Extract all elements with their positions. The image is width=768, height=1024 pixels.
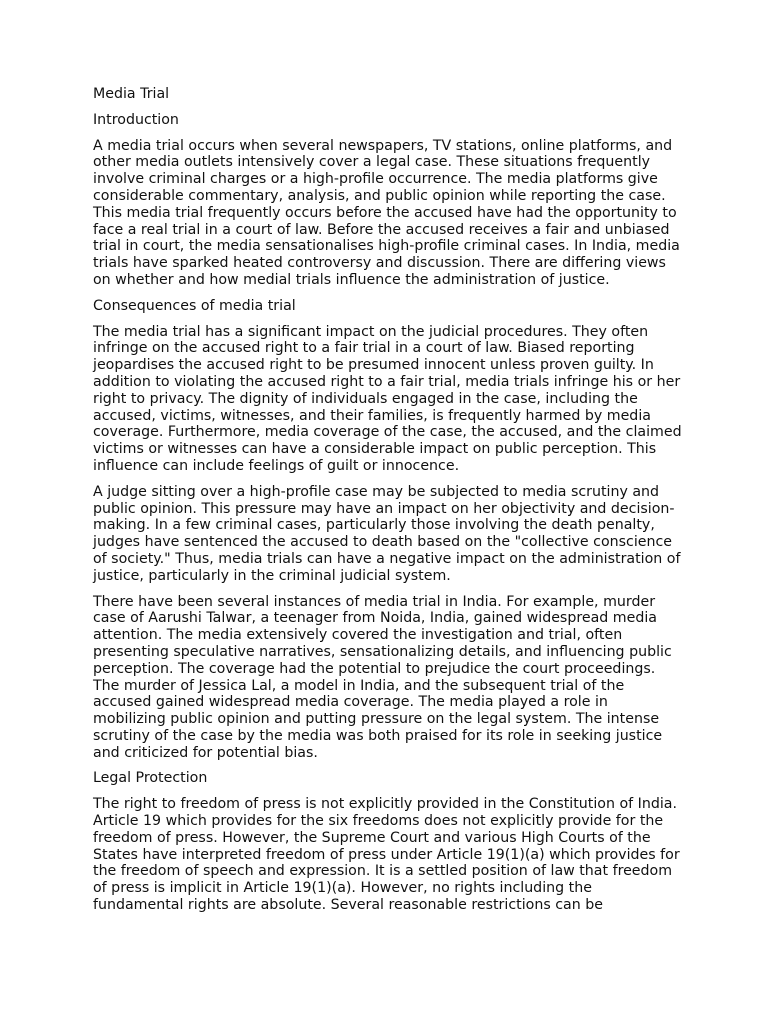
document-title: Media Trial: [93, 86, 170, 102]
paragraph: There have been several instances of media trial in India. For example, murder case of Aarushi Talwar, a teenager from Noida, India, gained widespread media attention. The media extensively covered the investigation and trial, often presenting speculative narratives, sensationalizing details, and influencing public perception. The coverage had the potential to prejudice the court proceedings. The murder of Jessica Lal, a model in India, and the subsequent trial of the accused gained widespread media coverage. The media played a role in mobilizing public opinion and putting pressure on the legal system. The intense scrutiny of the case by the media was both praised for its role in seeking justice and criticized for potential bias.: [93, 593, 672, 761]
paragraph: The right to freedom of press is not explicitly provided in the Constitution of India. Article 19 which provides for the six freedoms does not explicitly provide for the freedom of press. However, the Supreme Court and various High Courts of the States have interpreted freedom of press under Article 19(1)(a) which provides for the freedom of speech and expression. It is a settled position of law that freedom of press is implicit in Article 19(1)(a). However, no rights including the fundamental rights are absolute. Several reasonable restrictions can be: [93, 796, 680, 914]
paragraph: A judge sitting over a high-profile case may be subjected to media scrutiny and public opinion. This pressure may have an impact on her objectivity and decision-making. In a few criminal cases, particularly those involving the death penalty, judges have sentenced the accused to death based on the "collective conscience of society." Thus, media trials can have a negative impact on the administration of justice, particularly in the criminal judicial system.: [93, 483, 681, 584]
section-heading-consequences: Consequences of media trial: [93, 297, 296, 314]
section-heading-introduction: Introduction: [93, 111, 179, 128]
paragraph: The media trial has a significant impact on the judicial procedures. They often infringe on the accused right to a fair trial in a court of law. Biased reporting jeopardises the accused right to be presumed innocent unless proven guilty. In addition to violating the accused right to a fair trial, media trials infringe his or her right to privacy. The dignity of individuals engaged in the case, including the accused, victims, witnesses, and their families, is frequently harmed by media coverage. Furthermore, media coverage of the case, the accused, and the claimed victims or witnesses can have a considerable impact on public perception. This influence can include feelings of guilt or innocence.: [93, 323, 682, 474]
document-page: [93, 86, 683, 923]
paragraph: A media trial occurs when several newspapers, TV stations, online platforms, and other media outlets intensively cover a legal case. These situations frequently involve criminal charges or a high-profile occurrence. The media platforms give considerable commentary, analysis, and public opinion while reporting the case. This media trial frequently occurs before the accused have had the opportunity to face a real trial in a court of law. Before the accused receives a fair and unbiased trial in court, the media sensationalises high-profile criminal cases. In India, media trials have sparked heated controversy and discussion. There are differing views on whether and how medial trials influence the administration of justice.: [93, 137, 680, 288]
section-heading-legal-protection: Legal Protection: [93, 770, 208, 787]
